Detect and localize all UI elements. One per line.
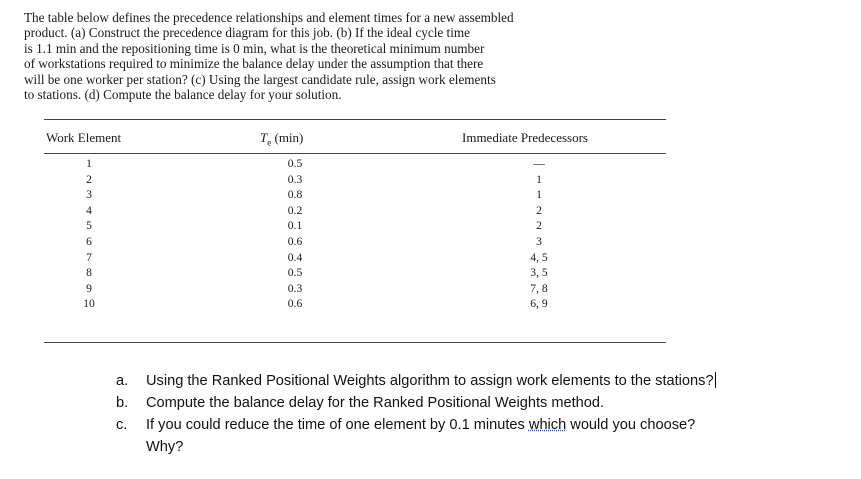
table-row bbox=[44, 251, 666, 267]
problem-line: The table below defines the precedence relationships and element times for a new assembled bbox=[24, 10, 514, 25]
cell-time: 0.3 bbox=[287, 172, 303, 186]
header-predecessors: Immediate Predecessors bbox=[462, 130, 588, 145]
cell-element: 9 bbox=[86, 281, 92, 295]
cell-element: 10 bbox=[83, 297, 95, 311]
table-row bbox=[44, 173, 666, 189]
question-text-end: would you choose? bbox=[566, 417, 696, 433]
table-row bbox=[44, 282, 666, 298]
cell-time: 0.1 bbox=[287, 219, 303, 233]
cell-predecessors: 4, 5 bbox=[530, 250, 548, 264]
question-letter: c. bbox=[116, 417, 128, 433]
header-element-time bbox=[260, 130, 303, 148]
question-text: Compute the balance delay for the Ranked Positional Weights method. bbox=[146, 395, 605, 411]
cell-time: 0.5 bbox=[287, 266, 303, 280]
cell-element: 3 bbox=[86, 188, 92, 202]
question-letter: a. bbox=[116, 373, 129, 389]
question-text: If you could reduce the time of one element by 0.1 minutes bbox=[146, 417, 529, 433]
table-row bbox=[44, 235, 666, 251]
table-row bbox=[44, 204, 666, 220]
question-letter: b. bbox=[116, 395, 129, 411]
cell-element: 8 bbox=[86, 266, 92, 280]
table-body bbox=[44, 157, 666, 313]
problem-line: to stations. (d) Compute the balance delay for your solution. bbox=[24, 87, 342, 103]
table-bottom-rule bbox=[44, 342, 666, 343]
problem-line: is 1.1 min and the repositioning time is 0 min, what is the theoretical minimum number bbox=[24, 40, 485, 56]
text-cursor bbox=[715, 372, 716, 388]
question-c-continuation: Why? bbox=[146, 439, 184, 455]
cell-element: 7 bbox=[86, 250, 92, 264]
cell-time: 0.6 bbox=[287, 297, 303, 311]
table-row bbox=[44, 157, 666, 173]
header-work-element: Work Element bbox=[46, 130, 122, 145]
question-b bbox=[116, 392, 836, 414]
te-subscript: e bbox=[267, 137, 272, 148]
cell-predecessors: 7, 8 bbox=[530, 281, 548, 295]
cell-element: 1 bbox=[86, 157, 92, 170]
cell-element: 2 bbox=[86, 172, 92, 186]
problem-line: of workstations required to minimize the balance delay under the assumption that there bbox=[24, 56, 484, 72]
cell-predecessors: 2 bbox=[536, 219, 542, 233]
cell-predecessors: 3 bbox=[536, 234, 542, 248]
problem-line: will be one worker per station? (c) Using the largest candidate rule, assign work elements bbox=[24, 71, 496, 87]
cell-time: 0.3 bbox=[287, 281, 303, 295]
cell-predecessors: 1 bbox=[536, 172, 542, 186]
cell-predecessors: 1 bbox=[536, 188, 542, 202]
question-a bbox=[116, 370, 836, 392]
cell-predecessors: 2 bbox=[536, 203, 542, 217]
problem-statement bbox=[24, 10, 594, 102]
table-header-rule bbox=[44, 153, 666, 154]
question-text: Using the Ranked Positional Weights algorithm to assign work elements to the stations? bbox=[146, 373, 714, 389]
table-row bbox=[44, 297, 666, 313]
cell-element: 6 bbox=[86, 234, 92, 248]
problem-line: product. (a) Construct the precedence diagram for this job. (b) If the ideal cycle time bbox=[24, 25, 470, 41]
table-row bbox=[44, 219, 666, 235]
spellcheck-underlined-word: which bbox=[528, 417, 567, 433]
cell-time: 0.2 bbox=[287, 203, 303, 217]
question-list bbox=[116, 370, 836, 458]
table-top-rule bbox=[44, 119, 666, 120]
table-row bbox=[44, 188, 666, 204]
cell-time: 0.8 bbox=[287, 188, 303, 202]
te-symbol: T bbox=[260, 130, 268, 145]
cell-predecessors: — bbox=[533, 157, 545, 170]
cell-predecessors: 3, 5 bbox=[530, 266, 548, 280]
cell-element: 5 bbox=[86, 219, 92, 233]
cell-time: 0.4 bbox=[287, 250, 303, 264]
question-c bbox=[116, 414, 836, 436]
table-row bbox=[44, 266, 666, 282]
cell-predecessors: 6, 9 bbox=[530, 297, 548, 311]
cell-element: 4 bbox=[86, 203, 92, 217]
te-unit: (min) bbox=[274, 130, 304, 145]
cell-time: 0.6 bbox=[287, 234, 303, 248]
cell-time: 0.5 bbox=[287, 157, 303, 170]
